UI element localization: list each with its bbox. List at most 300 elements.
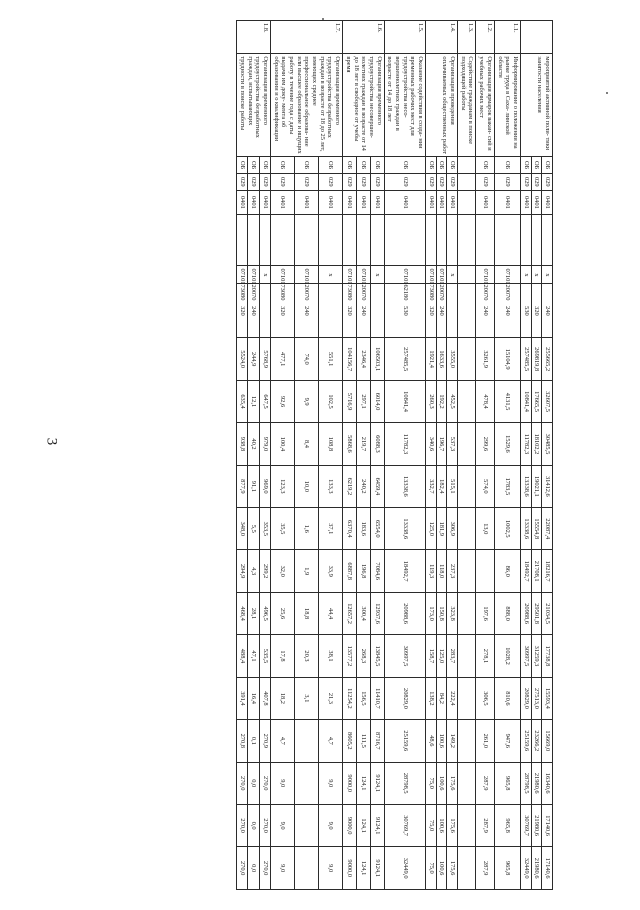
code-cell: 029	[319, 173, 343, 190]
value-cell: 16,4	[248, 677, 259, 719]
code-cell: ОБ	[531, 157, 542, 174]
value-cell: 979,0	[259, 423, 270, 465]
value-cell: 477,1	[271, 338, 295, 380]
code-cell: 0401	[319, 190, 343, 214]
value-cell: 181,9	[436, 508, 447, 550]
code-cell: x	[259, 266, 270, 284]
value-cell: 888,0	[494, 592, 520, 634]
value-cell: 32449,0	[520, 847, 531, 890]
code-cell: ОБ	[476, 157, 494, 174]
value-cell: 30485,5	[542, 423, 553, 465]
value-cell: 13338,6	[520, 465, 531, 507]
code-cell: ОБ	[295, 157, 319, 174]
value-cell: 5716,9	[343, 380, 357, 422]
code-cell: 0401	[447, 190, 458, 214]
value-cell: 92,6	[271, 380, 295, 422]
code-cell: 240	[494, 284, 520, 338]
empty-cell	[447, 284, 458, 338]
value-cell: 270,0	[237, 847, 248, 890]
item-number-cell: 1.4.	[426, 21, 458, 54]
value-cell: 1028,2	[494, 635, 520, 677]
code-cell: 0710120070	[476, 266, 494, 284]
value-cell: 323,8	[447, 592, 458, 634]
value-cell: 21,3	[319, 677, 343, 719]
code-cell: 0710120070	[494, 266, 520, 284]
value-cell	[295, 720, 319, 762]
value-cell: 12657,2	[343, 592, 357, 634]
code-cell: 0710173080	[237, 266, 248, 284]
value-cell: 270,0	[237, 762, 248, 804]
code-cell: ОБ	[259, 157, 270, 174]
code-cell: ОБ	[248, 157, 259, 174]
value-cell: 32449,0	[384, 847, 425, 890]
value-cell: 12,1	[248, 380, 259, 422]
value-cell: 75,0	[426, 804, 437, 846]
value-cell: 21034,5	[542, 592, 553, 634]
value-cell: 75,0	[426, 762, 437, 804]
value-cell: 23266,2	[531, 720, 542, 762]
value-cell: 30769,7	[520, 804, 531, 846]
code-cell: 320	[237, 284, 248, 338]
code-cell: 029	[343, 173, 357, 190]
value-cell: 2346,4	[357, 338, 371, 380]
value-cell: 9,0	[319, 762, 343, 804]
value-cell: 21708,1	[531, 550, 542, 592]
code-cell: 0401	[237, 190, 248, 214]
value-cell: 877,9	[237, 465, 248, 507]
value-cell: 15669,0	[542, 720, 553, 762]
value-cell: 118,0	[436, 550, 447, 592]
value-cell: 306,9	[447, 508, 458, 550]
value-cell: 173,0	[426, 592, 437, 634]
empty-cell	[319, 284, 343, 338]
code-cell: 240	[248, 284, 259, 338]
value-cell: 25,6	[271, 592, 295, 634]
code-cell: 530	[520, 284, 531, 338]
code-cell: 0401	[520, 190, 531, 214]
value-cell: 29501,8	[531, 592, 542, 634]
value-cell: 44,4	[319, 592, 343, 634]
value-cell	[458, 550, 476, 592]
value-cell: 48,6	[426, 720, 437, 762]
value-cell	[458, 635, 476, 677]
value-cell: 7084,6	[370, 550, 384, 592]
value-cell: 9,0	[271, 762, 295, 804]
value-cell: 84,2	[436, 677, 447, 719]
value-cell: 348,0	[237, 508, 248, 550]
value-cell: 222,4	[447, 677, 458, 719]
value-cell: 17140,6	[542, 847, 553, 890]
empty-cell	[357, 215, 371, 266]
value-cell: 28798,5	[384, 762, 425, 804]
value-cell: 9124,1	[370, 847, 384, 890]
empty-cell	[370, 284, 384, 338]
value-cell: 4131,5	[494, 380, 520, 422]
code-cell: 0710120070	[357, 266, 371, 284]
value-cell: 257485,5	[520, 338, 531, 380]
value-cell	[476, 550, 494, 592]
value-cell: 149,2	[447, 720, 458, 762]
value-cell: 156,5	[357, 677, 371, 719]
code-cell: 029	[476, 173, 494, 190]
code-cell: x	[370, 266, 384, 284]
value-cell: 574,0	[476, 465, 494, 507]
value-cell: 100,4	[271, 423, 295, 465]
value-cell: 74,0	[295, 338, 319, 380]
code-cell: 0401	[295, 190, 319, 214]
value-cell: 947,6	[494, 720, 520, 762]
value-cell: 1921,4	[426, 338, 437, 380]
value-cell	[458, 380, 476, 422]
value-cell: 192,2	[436, 380, 447, 422]
value-cell: 20,3	[295, 635, 319, 677]
value-cell: 3555,0	[447, 338, 458, 380]
value-cell	[458, 720, 476, 762]
code-cell: ОБ	[447, 157, 458, 174]
value-cell: 11254,2	[343, 677, 357, 719]
code-cell: x	[319, 266, 343, 284]
value-cell: 9000,0	[343, 847, 357, 890]
empty-cell	[237, 215, 248, 266]
value-cell: 10,0	[295, 465, 319, 507]
value-cell: 287,9	[476, 804, 494, 846]
value-cell: 0,0	[248, 762, 259, 804]
value-cell: 551,1	[319, 338, 343, 380]
item-number-cell: 1.7.	[271, 21, 343, 54]
value-cell: 32607,5	[542, 380, 553, 422]
item-name-cell: Информирование о положении на рынке труда в Саха- линской области	[494, 54, 520, 157]
value-cell: 1,6	[295, 508, 319, 550]
value-cell: 175,6	[447, 847, 458, 890]
code-cell: 530	[384, 284, 425, 338]
code-cell: x	[447, 266, 458, 284]
code-cell: 029	[447, 173, 458, 190]
value-cell: 965,8	[494, 762, 520, 804]
value-cell: 4,7	[271, 720, 295, 762]
value-cell: 496,5	[259, 592, 270, 634]
code-cell	[542, 215, 553, 266]
code-cell	[458, 190, 476, 214]
value-cell: 13,0	[476, 508, 494, 550]
code-cell: 029	[370, 173, 384, 190]
value-cell: 1529,6	[494, 423, 520, 465]
code-cell: 0710173080	[271, 266, 295, 284]
value-cell: 257485,5	[384, 338, 425, 380]
value-cell: 18,8	[295, 592, 319, 634]
code-cell: x	[542, 266, 553, 284]
code-cell	[458, 157, 476, 174]
value-cell	[458, 465, 476, 507]
code-cell: 029	[237, 173, 248, 190]
code-cell: 0401	[259, 190, 270, 214]
value-cell: 20988,6	[384, 592, 425, 634]
item-number-cell: 1.1.	[494, 21, 520, 54]
value-cell: 17,8	[271, 635, 295, 677]
item-name-cell: Организация временного трудоустройства безработных граждан, испытывающих трудности в поиске работы	[237, 54, 271, 157]
value-cell: 287,9	[476, 847, 494, 890]
value-cell: 13338,6	[520, 508, 531, 550]
value-cell: 278,1	[476, 635, 494, 677]
value-cell: 9,0	[271, 804, 295, 846]
code-cell: 0401	[476, 190, 494, 214]
code-cell	[520, 215, 531, 266]
value-cell	[458, 804, 476, 846]
empty-cell	[384, 215, 425, 266]
value-cell: 18492,7	[384, 550, 425, 592]
value-cell: 488,4	[237, 635, 248, 677]
code-cell: 029	[542, 173, 553, 190]
value-cell: 340,6	[426, 423, 437, 465]
value-cell: 969,0	[259, 465, 270, 507]
value-cell	[458, 847, 476, 890]
code-cell: 029	[384, 173, 425, 190]
value-cell: 20829,0	[384, 677, 425, 719]
code-cell: 240	[542, 284, 553, 338]
value-cell: 5,5	[248, 508, 259, 550]
value-cell	[458, 423, 476, 465]
item-name-cell: Организация ярмарок вакан- сий и учебных рабочих мест	[476, 54, 494, 157]
empty-cell	[458, 215, 476, 266]
item-name-cell: Содействие гражданам в поиске подходящей работы	[458, 54, 476, 157]
value-cell: 6088,3	[370, 423, 384, 465]
code-cell: 029	[531, 173, 542, 190]
value-cell: 255665,2	[542, 338, 553, 380]
value-cell: 8605,2	[343, 720, 357, 762]
value-cell: 111,5	[357, 720, 371, 762]
empty-cell	[436, 215, 447, 266]
value-cell: 13577,2	[343, 635, 357, 677]
code-cell: x	[520, 266, 531, 284]
value-cell: 18,2	[271, 677, 295, 719]
item-number-cell: 1.3.	[458, 21, 476, 54]
value-cell: 21980,6	[531, 804, 542, 846]
value-cell: 28,1	[248, 592, 259, 634]
value-cell: 635,4	[237, 380, 248, 422]
value-cell: 515,1	[447, 465, 458, 507]
value-cell: 260,3	[426, 380, 437, 422]
table-row	[476, 21, 494, 890]
code-cell: 240	[476, 284, 494, 338]
value-cell: 237,3	[447, 550, 458, 592]
code-cell: 0401	[436, 190, 447, 214]
value-cell: 33,9	[319, 550, 343, 592]
table-row	[458, 21, 476, 890]
empty-cell	[295, 215, 319, 266]
value-cell: 270,0	[237, 804, 248, 846]
page-number: 3	[43, 437, 60, 446]
value-cell	[295, 762, 319, 804]
code-cell: 029	[248, 173, 259, 190]
value-cell: 270,0	[259, 762, 270, 804]
value-cell: 125,0	[426, 508, 437, 550]
value-cell: 27513,0	[531, 677, 542, 719]
value-cell: 5768,9	[259, 338, 270, 380]
code-cell: 240	[295, 284, 319, 338]
value-cell: 100,6	[436, 762, 447, 804]
code-cell: 0401	[271, 190, 295, 214]
code-cell: 029	[271, 173, 295, 190]
value-cell: 9000,0	[343, 804, 357, 846]
value-cell: 15593,4	[542, 677, 553, 719]
value-cell: 306,5	[476, 677, 494, 719]
value-cell	[458, 592, 476, 634]
code-cell: ОБ	[542, 157, 553, 174]
code-cell: 0401	[494, 190, 520, 214]
item-name-cell: Организация проведения оплачиваемых общественных работ	[426, 54, 458, 157]
value-cell: 100,6	[436, 847, 447, 890]
value-cell: 407,8	[259, 677, 270, 719]
value-cell: 468,4	[237, 592, 248, 634]
code-cell: 029	[295, 173, 319, 190]
value-cell: 283,7	[447, 635, 458, 677]
code-cell: ОБ	[436, 157, 447, 174]
value-cell: 9124,1	[370, 804, 384, 846]
code-cell: 029	[259, 173, 270, 190]
value-cell: 175,6	[447, 804, 458, 846]
value-cell: 478,4	[476, 380, 494, 422]
item-number-cell: 1.6.	[343, 21, 384, 54]
code-cell: 0710173080	[426, 266, 437, 284]
value-cell: 18492,7	[520, 550, 531, 592]
value-cell	[458, 762, 476, 804]
value-cell: 13845,5	[370, 635, 384, 677]
value-cell: 965,8	[494, 847, 520, 890]
item-name-cell: Организация временного трудоустройства несовершен- нолетних граждан в возрасте от 14 до 18 лет в свободное от учебы время	[343, 54, 384, 157]
empty-cell	[259, 284, 270, 338]
value-cell: 300,4	[357, 592, 371, 634]
table-row	[370, 21, 384, 890]
code-cell: ОБ	[426, 157, 437, 174]
value-cell: 4,7	[319, 720, 343, 762]
value-cell: 17140,6	[542, 804, 553, 846]
code-cell	[447, 215, 458, 266]
code-cell: 0710120070	[248, 266, 259, 284]
value-cell: 11782,3	[384, 423, 425, 465]
value-cell: 196,7	[436, 423, 447, 465]
value-cell: 104156,7	[343, 338, 357, 380]
value-cell: 270,9	[259, 720, 270, 762]
value-cell: 13338,6	[384, 465, 425, 507]
value-cell: 150,8	[436, 592, 447, 634]
value-cell: 810,6	[494, 677, 520, 719]
value-cell: 240,2	[357, 465, 371, 507]
value-cell: 28798,5	[520, 762, 531, 804]
value-cell: 299,6	[476, 423, 494, 465]
table-row	[259, 21, 270, 890]
code-cell: 029	[436, 173, 447, 190]
value-cell: 4,3	[248, 550, 259, 592]
table-row	[319, 21, 343, 890]
value-cell: 391,4	[237, 677, 248, 719]
value-cell: 75,0	[426, 847, 437, 890]
value-cell: 37,1	[319, 508, 343, 550]
code-cell: ОБ	[319, 157, 343, 174]
value-cell: 12937,6	[370, 592, 384, 634]
value-cell: 537,3	[447, 423, 458, 465]
code-cell	[458, 284, 476, 338]
value-cell	[458, 508, 476, 550]
code-cell: 240	[357, 284, 371, 338]
value-cell: 138,2	[426, 677, 437, 719]
code-cell: 0401	[426, 190, 437, 214]
value-cell: 17665,5	[531, 380, 542, 422]
value-cell: 108,8	[319, 423, 343, 465]
code-cell: 0401	[531, 190, 542, 214]
value-cell: 9,9	[295, 380, 319, 422]
value-cell: 1002,5	[494, 508, 520, 550]
value-cell: 106503,1	[370, 338, 384, 380]
value-cell: 9,0	[319, 847, 343, 890]
value-cell: 1633,6	[436, 338, 447, 380]
value-cell: 30997,5	[520, 635, 531, 677]
code-cell	[458, 266, 476, 284]
value-cell: 17738,8	[542, 635, 553, 677]
value-cell: 32,0	[271, 550, 295, 592]
code-cell: 0710120070	[436, 266, 447, 284]
value-cell: 21980,6	[531, 762, 542, 804]
rotated-table-container	[75, 20, 553, 890]
item-number-cell	[520, 21, 552, 54]
code-cell: 0710162180	[384, 266, 425, 284]
value-cell: 6219,2	[343, 465, 357, 507]
value-cell: 30769,7	[384, 804, 425, 846]
value-cell	[295, 847, 319, 890]
value-cell: 133,3	[319, 465, 343, 507]
value-cell: 21980,6	[531, 847, 542, 890]
value-cell: 219,7	[357, 423, 371, 465]
code-cell	[531, 215, 542, 266]
value-cell: 3261,9	[476, 338, 494, 380]
code-cell: 0401	[384, 190, 425, 214]
value-cell: 124,1	[357, 847, 371, 890]
code-cell: ОБ	[237, 157, 248, 174]
value-cell: 38,1	[319, 635, 343, 677]
value-cell: 31412,6	[542, 465, 553, 507]
value-cell: 244,9	[248, 338, 259, 380]
value-cell: 124,1	[357, 762, 371, 804]
value-cell: 297,1	[357, 380, 371, 422]
item-number-cell: 1.2.	[476, 21, 494, 54]
code-cell: 029	[520, 173, 531, 190]
value-cell: 5524,0	[237, 338, 248, 380]
value-cell: 100,6	[436, 804, 447, 846]
value-cell: 25159,6	[384, 720, 425, 762]
value-cell: 125,0	[436, 635, 447, 677]
value-cell: 0,0	[248, 804, 259, 846]
code-cell	[458, 173, 476, 190]
value-cell: 3,1	[295, 677, 319, 719]
value-cell: 19021,1	[531, 465, 542, 507]
code-cell: 029	[494, 173, 520, 190]
code-cell: ОБ	[357, 157, 371, 174]
code-cell: ОБ	[343, 157, 357, 174]
value-cell: 9,0	[319, 804, 343, 846]
code-cell	[259, 215, 270, 266]
value-cell: 18102,2	[531, 423, 542, 465]
value-cell: 158,7	[426, 635, 437, 677]
value-cell: 965,8	[494, 804, 520, 846]
value-cell: 6887,8	[343, 550, 357, 592]
value-cell: 25159,6	[520, 720, 531, 762]
value-cell: 11782,3	[520, 423, 531, 465]
value-cell: 1783,5	[494, 465, 520, 507]
code-cell: 0401	[542, 190, 553, 214]
code-cell: x	[531, 266, 542, 284]
value-cell: 15104,9	[494, 338, 520, 380]
item-number-cell: 1.5.	[384, 21, 425, 54]
value-cell: 270,0	[259, 847, 270, 890]
value-cell: 20988,6	[520, 592, 531, 634]
